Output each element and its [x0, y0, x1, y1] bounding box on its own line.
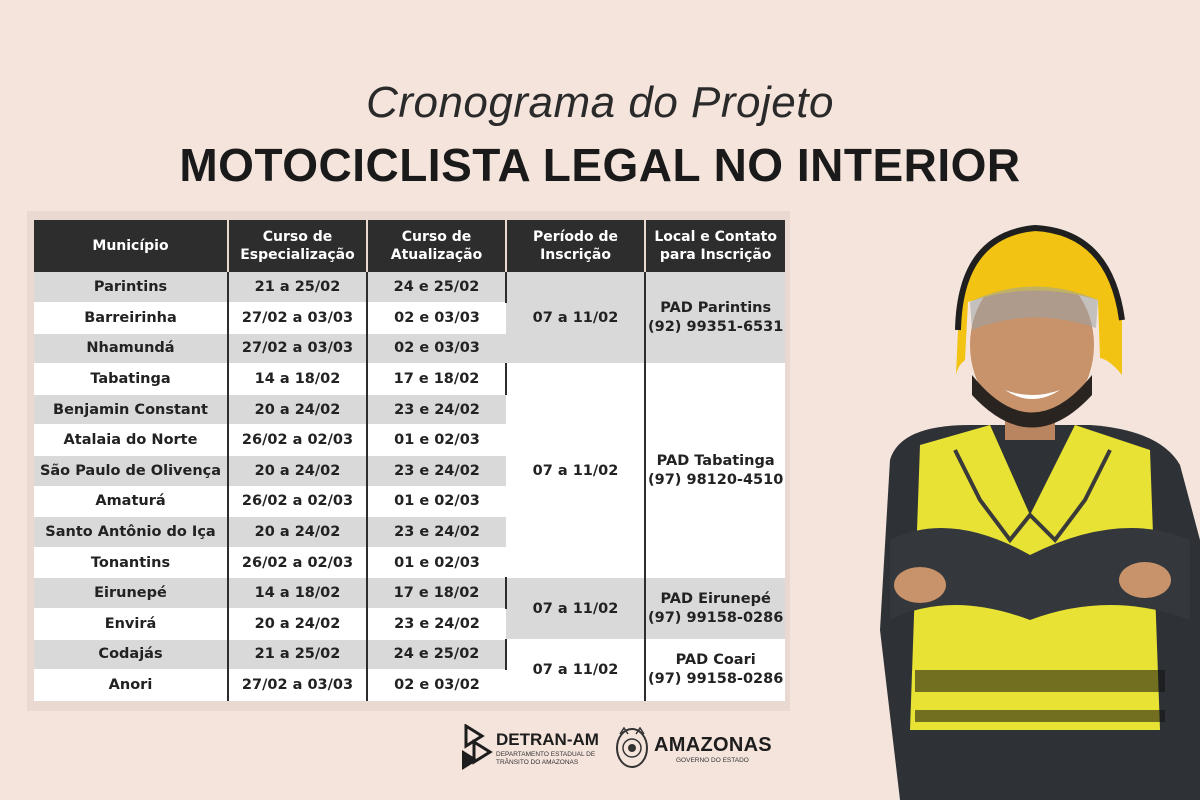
amazonas-name: AMAZONAS: [654, 734, 772, 756]
cell-especializacao: 20 a 24/02: [228, 609, 367, 640]
table-row: [34, 364, 785, 395]
header-especializacao: [228, 220, 367, 272]
cell-local-group-3: [645, 578, 785, 639]
local-phone: (97) 98120-4510: [648, 471, 784, 488]
header-local: [645, 220, 785, 272]
header-especializacao-label: Curso de Especialização: [240, 229, 355, 263]
cell-especializacao: 14 a 18/02: [228, 578, 367, 609]
cell-municipio: Tabatinga: [34, 364, 228, 395]
cell-atualizacao: 17 e 18/02: [367, 578, 506, 609]
cell-atualizacao: 01 e 02/03: [367, 547, 506, 578]
cell-atualizacao: 23 e 24/02: [367, 394, 506, 425]
cell-atualizacao: 02 e 03/03: [367, 333, 506, 364]
cell-especializacao: 14 a 18/02: [228, 364, 367, 395]
cell-atualizacao: 02 e 03/03: [367, 303, 506, 334]
cell-municipio: Parintins: [34, 272, 228, 303]
cell-municipio: Barreirinha: [34, 303, 228, 334]
cell-atualizacao: 01 e 02/03: [367, 486, 506, 517]
cell-periodo-group-2: 07 a 11/02: [506, 364, 645, 578]
cell-especializacao: 27/02 a 03/03: [228, 333, 367, 364]
cell-especializacao: 26/02 a 02/03: [228, 425, 367, 456]
local-name: PAD Coari: [675, 651, 756, 668]
cell-periodo-group-1: 07 a 11/02: [506, 272, 645, 364]
cell-local-group-1: [645, 272, 785, 364]
cell-municipio: Eirunepé: [34, 578, 228, 609]
header-local-label: Local e Contato para Inscrição: [654, 229, 777, 263]
cell-atualizacao: 17 e 18/02: [367, 364, 506, 395]
cell-especializacao: 26/02 a 02/03: [228, 486, 367, 517]
cell-especializacao: 20 a 24/02: [228, 394, 367, 425]
cell-municipio: Tonantins: [34, 547, 228, 578]
cell-atualizacao: 02 e 03/02: [367, 670, 506, 701]
cell-especializacao: 21 a 25/02: [228, 639, 367, 670]
cell-atualizacao: 23 e 24/02: [367, 609, 506, 640]
table-row: [34, 272, 785, 303]
cell-municipio: Envirá: [34, 609, 228, 640]
cell-municipio: Anori: [34, 670, 228, 701]
cell-especializacao: 20 a 24/02: [228, 456, 367, 487]
cell-atualizacao: 01 e 02/03: [367, 425, 506, 456]
amazonas-subtitle: GOVERNO DO ESTADO: [676, 757, 749, 764]
cell-municipio: São Paulo de Olivença: [34, 456, 228, 487]
local-phone: (92) 99351-6531: [648, 318, 784, 335]
header-atualizacao-label: Curso de Atualização: [390, 229, 483, 263]
cell-especializacao: 20 a 24/02: [228, 517, 367, 548]
cell-atualizacao: 24 e 25/02: [367, 272, 506, 303]
local-phone: (97) 99158-0286: [648, 609, 784, 626]
cell-municipio: Nhamundá: [34, 333, 228, 364]
cell-especializacao: 26/02 a 02/03: [228, 547, 367, 578]
amazonas-logo: [614, 724, 772, 774]
cell-periodo-group-4: 07 a 11/02: [506, 639, 645, 700]
local-name: PAD Tabatinga: [656, 452, 775, 469]
detran-mark-icon: [460, 724, 494, 772]
cell-periodo-group-3: 07 a 11/02: [506, 578, 645, 639]
detran-subtitle: DEPARTAMENTO ESTADUAL DE TRÂNSITO DO AMAZONAS: [496, 751, 596, 766]
table-header-row: [34, 220, 785, 272]
header-municipio: Município: [34, 220, 228, 272]
motorcyclist-image: [860, 210, 1200, 800]
header-periodo: [506, 220, 645, 272]
detran-logo: [460, 720, 600, 776]
state-seal-icon: [614, 726, 650, 770]
detran-name: DETRAN-AM: [496, 730, 599, 749]
table-row: [34, 639, 785, 670]
cell-municipio: Amaturá: [34, 486, 228, 517]
local-name: PAD Eirunepé: [660, 590, 771, 607]
table-row: [34, 578, 785, 609]
cell-atualizacao: 23 e 24/02: [367, 456, 506, 487]
page-title-script: Cronograma do Projeto: [366, 78, 834, 127]
schedule-table-panel: [27, 211, 790, 711]
cell-atualizacao: 23 e 24/02: [367, 517, 506, 548]
cell-local-group-4: [645, 639, 785, 700]
header-atualizacao: [367, 220, 506, 272]
cell-local-group-2: [645, 364, 785, 578]
cell-municipio: Benjamin Constant: [34, 394, 228, 425]
cell-especializacao: 27/02 a 03/03: [228, 303, 367, 334]
schedule-table: [34, 220, 785, 701]
local-phone: (97) 99158-0286: [648, 670, 784, 687]
local-name: PAD Parintins: [660, 299, 772, 316]
cell-municipio: Atalaia do Norte: [34, 425, 228, 456]
page-title-main: MOTOCICLISTA LEGAL NO INTERIOR: [179, 139, 1021, 191]
cell-municipio: Santo Antônio do Iça: [34, 517, 228, 548]
cell-municipio: Codajás: [34, 639, 228, 670]
cell-especializacao: 27/02 a 03/03: [228, 670, 367, 701]
header-periodo-label: Período de Inscrição: [532, 229, 619, 263]
cell-atualizacao: 24 e 25/02: [367, 639, 506, 670]
cell-especializacao: 21 a 25/02: [228, 272, 367, 303]
